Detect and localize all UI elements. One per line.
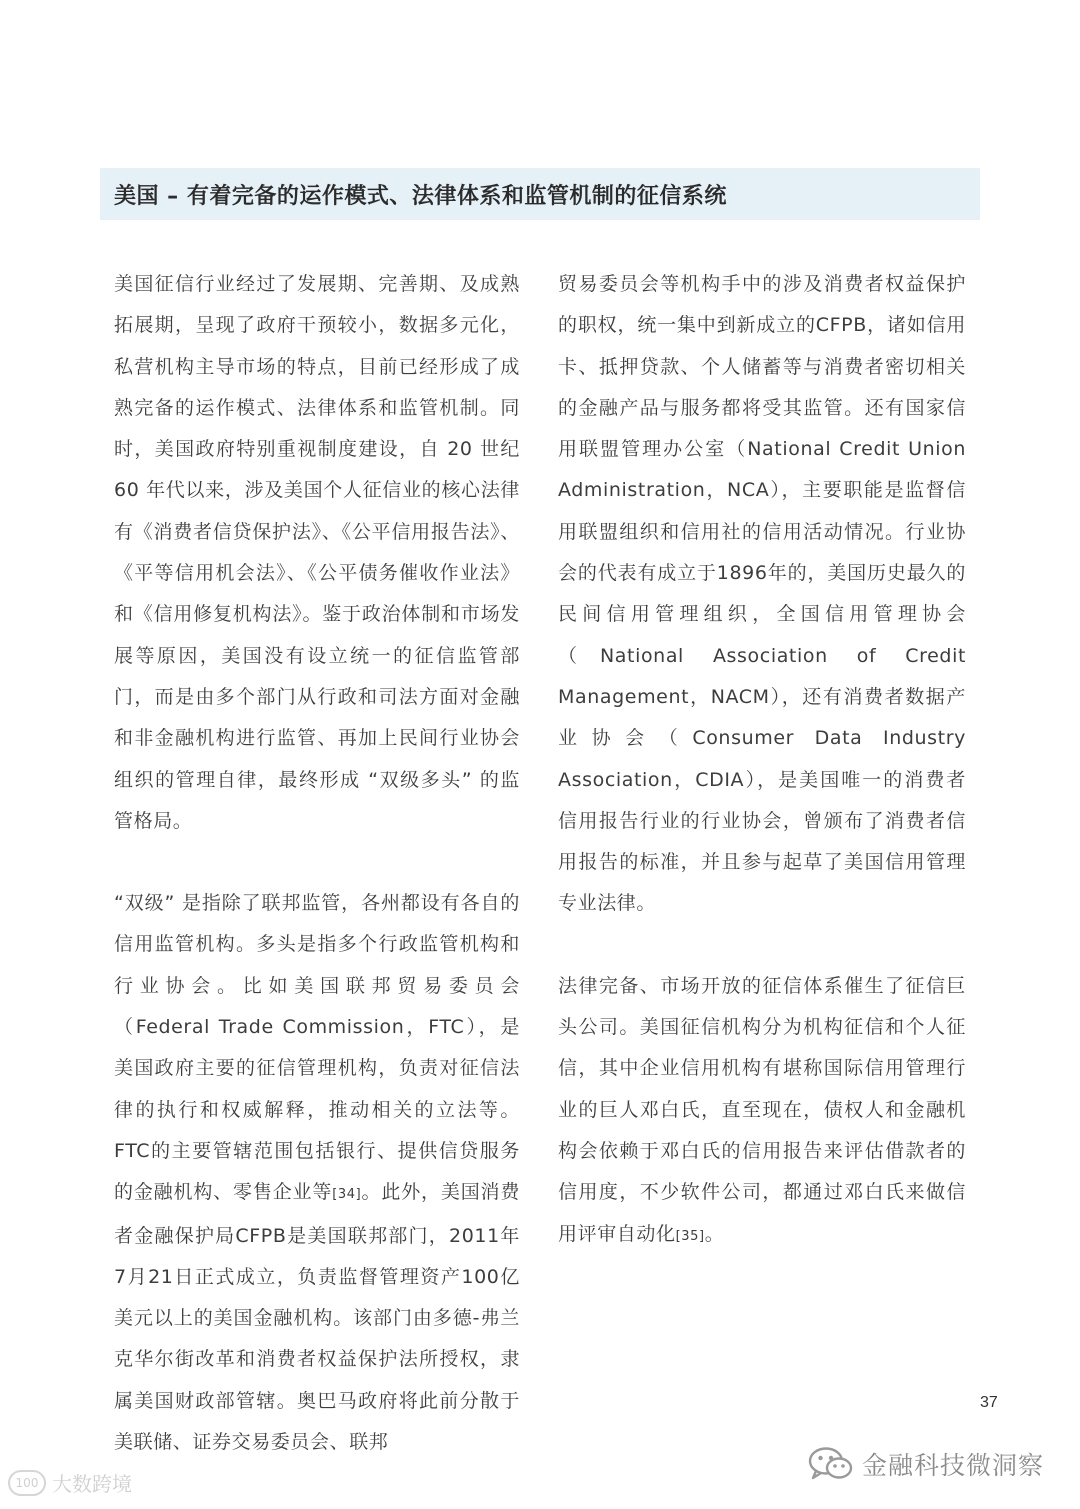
left-paragraph-2-part-b: 。此外，美国消费者金融保护局CFPB是美国联邦部门，2011年7月21日正式成立，负责监督管理资产100亿美元以上的美国金融机构。该部门由多德-弗兰克华尔街改革和消费者权益保护法所授权，隶属美国财政部管辖。奥巴马政府将此前分散于美联储、证券交易委员会、联邦 xyxy=(114,1181,520,1454)
section-title: 美国 – 有着完备的运作模式、法律体系和监管机制的征信系统 xyxy=(114,183,727,209)
page-number: 37 xyxy=(980,1394,998,1411)
right-column xyxy=(558,264,966,1257)
left-column xyxy=(114,264,520,1463)
paragraph-gap xyxy=(558,925,966,966)
watermark-right xyxy=(808,1446,1044,1482)
left-paragraph-2 xyxy=(114,883,520,1463)
watermark-left xyxy=(8,1468,132,1497)
wechat-icon xyxy=(808,1446,854,1482)
right-paragraph-2-part-a: 法律完备、市场开放的征信体系催生了征信巨头公司。美国征信机构分为机构征信和个人征信，其中企业信用机构有堪称国际信用管理行业的巨人邓白氏，直至现在，债权人和金融机构会依赖于邓白氏的信用报告来评估借款者的信用度，不少软件公司，都通过邓白氏来做信用评审自动化 xyxy=(558,974,966,1245)
watermark-logo-icon: 100 xyxy=(8,1470,46,1496)
right-paragraph-2-part-b: 。 xyxy=(704,1222,725,1245)
watermark-left-text: 大数跨境 xyxy=(52,1472,132,1496)
left-paragraph-1: 美国征信行业经过了发展期、完善期、及成熟拓展期，呈现了政府干预较小，数据多元化，私营机构主导市场的特点，目前已经形成了成熟完备的运作模式、法律体系和监管机制。同时，美国政府特别重视制度建设，自 20 世纪 60 年代以来，涉及美国个人征信业的核心法律有《消费者信贷保护法》、《公平信用报告法》、《平等信用机会法》、《公平债务催收作业法》和《信用修复机构法》。鉴于政治体制和市场发展等原因，美国没有设立统一的征信监管部门，而是由多个部门从行政和司法方面对金融和非金融机构进行监管、再加上民间行业协会组织的管理自律，最终形成 “双级多头” 的监管格局。 xyxy=(114,273,520,832)
section-banner xyxy=(100,168,980,220)
left-paragraph-2-part-a: “双级” 是指除了联邦监管，各州都设有各自的信用监管机构。多头是指多个行政监管机构和行业协会。比如美国联邦贸易委员会（Federal Trade Commission，FTC），是美国政府主要的征信管理机构，负责对征信法律的执行和权威解释，推动相关的立法等。FTC的主要管辖范围包括银行、提供信贷服务的金融机构、零售企业等 xyxy=(114,892,520,1204)
citation-34: [34] xyxy=(332,1187,362,1203)
paragraph-gap xyxy=(114,842,520,883)
watermark-right-text: 金融科技微洞察 xyxy=(862,1451,1045,1480)
right-paragraph-1: 贸易委员会等机构手中的涉及消费者权益保护的职权，统一集中到新成立的CFPB，诸如信用卡、抵押贷款、个人储蓄等与消费者密切相关的金融产品与服务都将受其监管。还有国家信用联盟管理办公室（National Credit Union Administration，NCA），主要职能是监督信用联盟组织和信用社的信用活动情况。行业协会的代表有成立于1896年的，美国历史最久的民间信用管理组织，全国信用管理协会（National Association of Credit Management，NACM），还有消费者数据产业协会（Consumer Data Industry Association，CDIA），是美国唯一的消费者信用报告行业的行业协会，曾颁布了消费者信用报告的标准，并且参与起草了美国信用管理专业法律。 xyxy=(558,273,966,915)
right-paragraph-2 xyxy=(558,966,966,1257)
citation-35: [35] xyxy=(675,1228,705,1244)
